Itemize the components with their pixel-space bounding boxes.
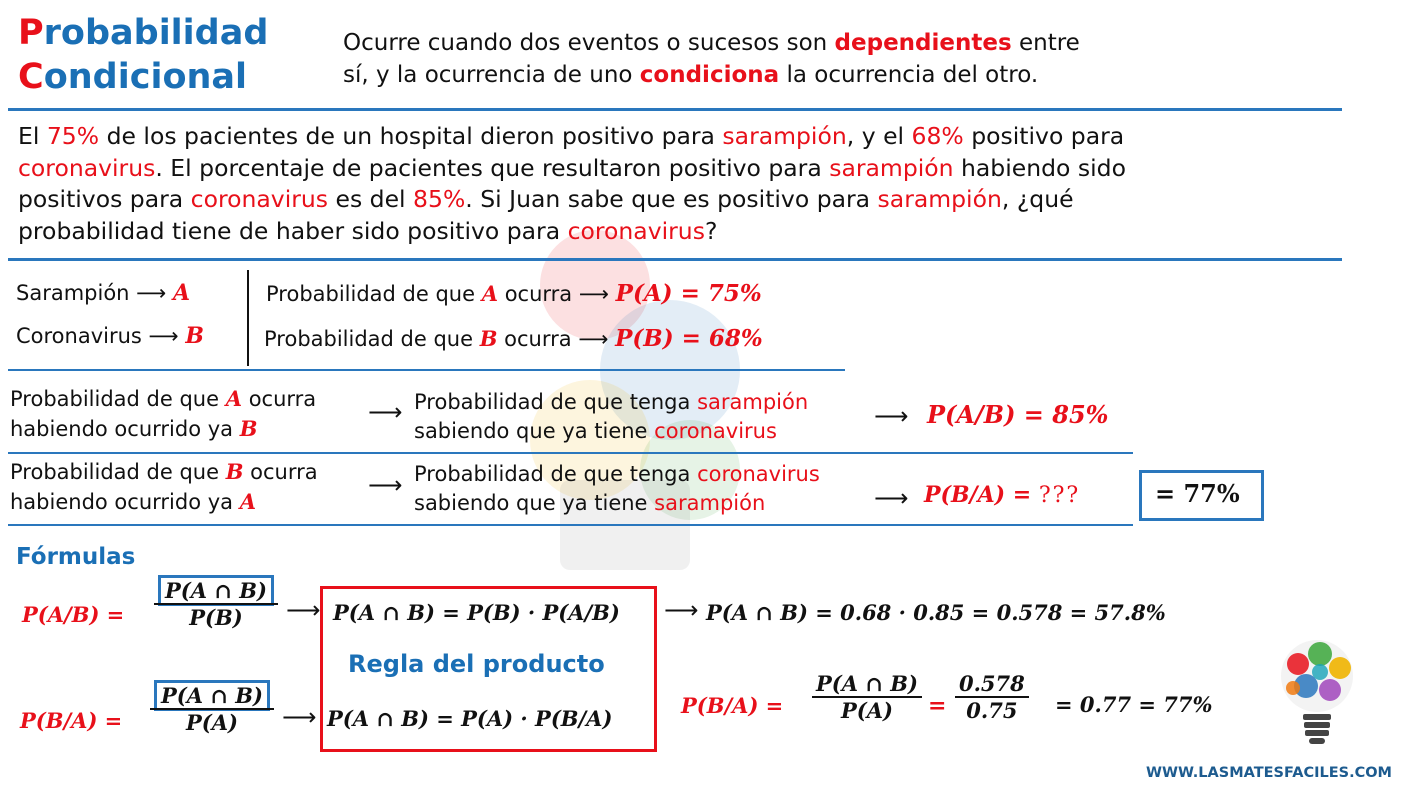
divider-5 (8, 524, 1133, 526)
arrow-icon: ⟶ (578, 327, 609, 351)
product-rule-2: P(A ∩ B) = P(A) · P(B/A) (327, 706, 613, 731)
title-word-1: robabilidad (43, 13, 269, 53)
arrow-icon: ⟶ (148, 324, 179, 348)
cond2-right: Probabilidad de que tenga coronavirus sabiendo que ya tiene sarampión (414, 462, 820, 515)
formula3-result: = 0.77 = 77% (1055, 692, 1213, 717)
cond1-left: Probabilidad de que A ocurra habiendo ocurrido ya B (10, 386, 317, 441)
cond1-result: P(A/B) = 85% (927, 400, 1109, 429)
page-title (18, 11, 268, 99)
keyword-condiciona: condiciona (639, 62, 780, 88)
formula3-fraction: $\frac{P(A \cap B)}{P(A)}$ (812, 671, 922, 723)
event-sarampion-row: Sarampión ⟶ A (16, 280, 191, 306)
vertical-separator (247, 270, 249, 366)
divider-2 (8, 258, 1342, 261)
arrow-icon: ⟶ (368, 471, 403, 499)
arrow-icon: ⟶ (368, 398, 403, 426)
cond2-left: Probabilidad de que B ocurra habiendo ocurrido ya A (10, 459, 318, 514)
formula1-lhs: P(A/B) = (22, 602, 125, 627)
formula2-fraction: $\frac{P(A \cap B)}{P(A)}$ (150, 683, 274, 735)
event-coronavirus-row: Coronavirus ⟶ B (16, 323, 204, 349)
footer-url[interactable]: WWW.LASMATESFACILES.COM (1146, 765, 1392, 781)
formula3-fraction-2: $\frac{0.578}{0.75}$ (955, 671, 1029, 723)
arrow-icon: ⟶ (664, 596, 699, 624)
divider-4 (8, 452, 1133, 454)
title-word-2: ondicional (43, 57, 248, 97)
formula3-equals: = (928, 693, 947, 719)
divider-3 (8, 369, 845, 371)
prob-a-row: Probabilidad de que A ocurra ⟶ P(A) = 75% (266, 280, 762, 307)
divider-1 (8, 108, 1342, 111)
product-calc: P(A ∩ B) = 0.68 · 0.85 = 0.578 = 57.8% (706, 600, 1166, 625)
product-rule-1: P(A ∩ B) = P(B) · P(A/B) (333, 600, 620, 625)
problem-statement: El 75% de los pacientes de un hospital dieron positivo para sarampión, y el 68% positivo para coronavirus. El porcentaje de pacientes que resultaron positivo para sarampión habiendo sido positivos para coronavirus es del 85%. Si Juan sabe que es positivo para sarampión, ¿qué probabilidad tiene de haber sido positivo para coronavirus? (18, 122, 1126, 245)
title-initial-c: C (18, 57, 44, 97)
arrow-icon: ⟶ (286, 596, 321, 624)
formula2-lhs: P(B/A) = (20, 708, 123, 733)
cond2-result: P(B/A) = ??? (924, 482, 1081, 508)
arrow-icon: ⟶ (136, 281, 167, 305)
answer-value: = 77% (1155, 479, 1240, 508)
arrow-icon: ⟶ (874, 402, 909, 430)
formula3-lhs: P(B/A) = (681, 693, 784, 718)
title-initial-p: P (18, 13, 44, 53)
cond1-right: Probabilidad de que tenga sarampión sabiendo que ya tiene coronavirus (414, 390, 809, 443)
arrow-icon: ⟶ (282, 703, 317, 731)
formulas-heading: Fórmulas (16, 544, 136, 570)
prob-b-row: Probabilidad de que B ocurra ⟶ P(B) = 68% (264, 325, 763, 352)
product-rule-label: Regla del producto (348, 650, 605, 678)
keyword-dependientes: dependientes (834, 30, 1012, 56)
intersection-box: P(A ∩ B) (158, 575, 274, 606)
formula1-fraction: $\frac{P(A \cap B)}{P(B)}$ (154, 578, 278, 630)
lightbulb-logo-icon (1276, 636, 1358, 756)
arrow-icon: ⟶ (578, 282, 609, 306)
definition-text: Ocurre cuando dos eventos o sucesos son dependientes entre sí, y la ocurrencia de uno condiciona la ocurrencia del otro. (343, 30, 1080, 88)
intersection-box: P(A ∩ B) (154, 680, 270, 711)
arrow-icon: ⟶ (874, 484, 909, 512)
